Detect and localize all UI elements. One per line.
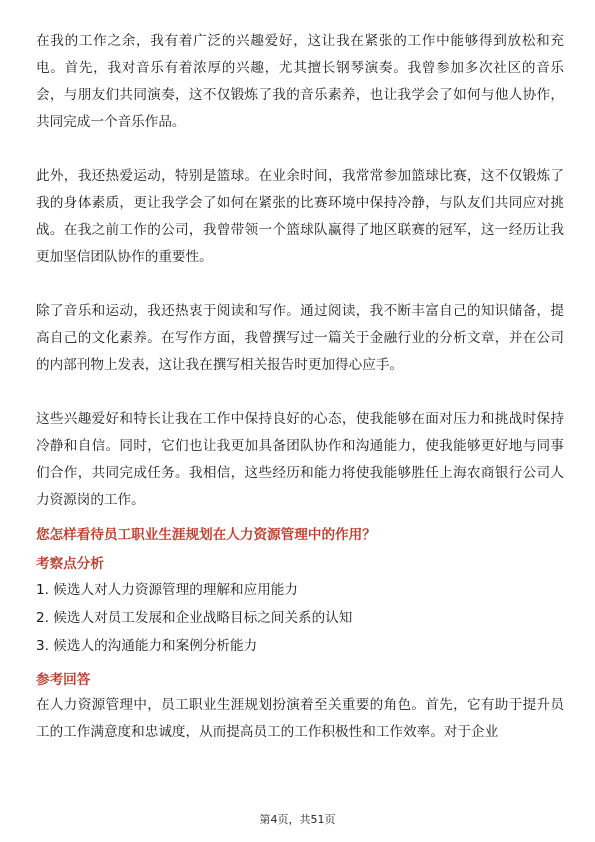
analysis-point: 3. 候选人的沟通能力和案例分析能力 <box>36 638 258 654</box>
paragraph-music: 在我的工作之余，我有着广泛的兴趣爱好，这让我在紧张的工作中能够得到放松和充电。首先，我对音乐有着浓厚的兴趣，尤其擅长钢琴演奏。我曾参加多次社区的音乐会，与朋友们共同演奏，这不仅锻炼了我的音乐素养，也让我学会了如何与他人协作，共同完成一个音乐作品。 <box>36 33 564 130</box>
paragraph-reading: 除了音乐和运动，我还热衷于阅读和写作。通过阅读，我不断丰富自己的知识储备，提高自己的文化素养。在写作方面，我曾撰写过一篇关于金融行业的分析文章，并在公司的内部刊物上发表，这让我在撰写相关报告时更加得心应手。 <box>36 303 564 373</box>
analysis-point: 1. 候选人对人力资源管理的理解和应用能力 <box>36 582 298 598</box>
paragraph-gap <box>36 136 564 163</box>
interview-question: 您怎样看待员工职业生涯规划在人力资源管理中的作用？ <box>36 527 376 543</box>
analysis-point: 2. 候选人对员工发展和企业战略目标之间关系的认知 <box>36 610 353 626</box>
page-number: 第4页，共51页 <box>259 813 336 826</box>
paragraph-summary: 这些兴趣爱好和特长让我在工作中保持良好的心态，使我能够在面对压力和挑战时保持冷静和自信。同时，它们也让我更加具备团队协作和沟通能力，使我能够更好地与同事们合作，共同完成任务。我相信，这些经历和能力将使我能够胜任上海农商银行公司人力资源岗的工作。 <box>36 411 564 508</box>
paragraph-gap <box>36 271 564 298</box>
page-content <box>36 28 564 746</box>
paragraph-sports: 此外，我还热爱运动，特别是篮球。在业余时间，我常常参加篮球比赛，这不仅锻炼了我的身体素质，更让我学会了如何在紧张的比赛环境中保持冷静，与队友们共同应对挑战。在我之前工作的公司，我曾带领一个篮球队赢得了地区联赛的冠军，这一经历让我更加坚信团队协作的重要性。 <box>36 168 564 265</box>
paragraph-gap <box>36 379 564 406</box>
reference-answer: 在人力资源管理中，员工职业生涯规划扮演着至关重要的角色。首先，它有助于提升员工的工作满意度和忠诚度，从而提高员工的工作积极性和工作效率。对于企业 <box>36 697 564 740</box>
reference-title: 参考回答 <box>36 672 91 688</box>
analysis-title: 考察点分析 <box>36 556 104 572</box>
